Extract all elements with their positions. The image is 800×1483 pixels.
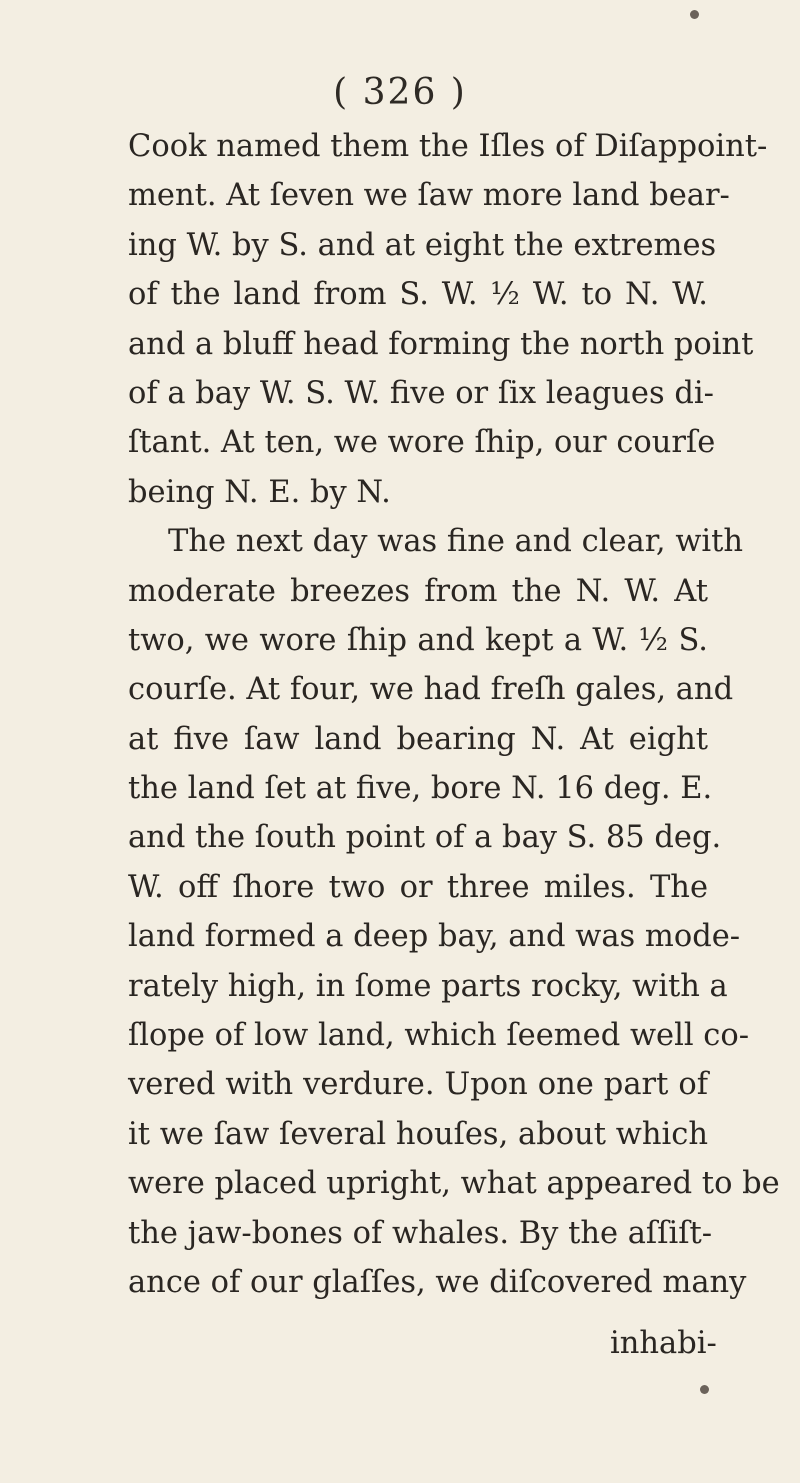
text-line: it we ſaw ſeveral houſes, about which	[128, 1116, 708, 1152]
text-line: rately high, in ſome parts rocky, with a	[128, 968, 728, 1004]
catchword: inhabi-	[610, 1326, 717, 1361]
body-text	[128, 122, 780, 1307]
ink-spot	[690, 10, 699, 19]
text-line: two, we wore ſhip and kept a W. ½ S.	[128, 622, 708, 658]
text-line: W. off ſhore two or three miles. The	[128, 869, 708, 905]
text-line: moderate breezes from the N. W. At	[128, 573, 708, 609]
text-line: the jaw-bones of whales. By the aſſiſt-	[128, 1215, 713, 1251]
ink-spot	[700, 1385, 709, 1394]
text-line: vered with verdure. Upon one part of	[128, 1067, 708, 1103]
text-line: and a bluff head forming the north point	[128, 326, 754, 362]
text-line: of a bay W. S. W. five or ſix leagues di-	[128, 375, 714, 411]
text-line: ſlope of low land, which ſeemed well co-	[128, 1018, 750, 1054]
text-line: of the land from S. W. ½ W. to N. W.	[128, 277, 708, 313]
text-line: land formed a deep bay, and was mode-	[128, 919, 741, 955]
text-line: and the ſouth point of a bay S. 85 deg.	[128, 820, 722, 856]
text-line: ance of our glaſſes, we diſcovered many	[128, 1264, 747, 1300]
text-line: the land ſet at five, bore N. 16 deg. E.	[128, 771, 713, 807]
text-line: courſe. At four, we had freſh gales, and	[128, 672, 734, 708]
text-line: at five ſaw land bearing N. At eight	[128, 721, 708, 757]
text-line: ing W. by S. and at eight the extremes	[128, 227, 717, 263]
text-line: Cook named them the Iſles of Diſappoint-	[128, 129, 768, 164]
text-line: were placed upright, what appeared to be	[128, 1166, 780, 1202]
text-line: being N. E. by N.	[128, 474, 391, 510]
text-line: The next day was fine and clear, with	[168, 524, 744, 560]
text-line: ſtant. At ten, we wore ſhip, our courſe	[128, 425, 716, 461]
text-line: ment. At ſeven we ſaw more land bear-	[128, 178, 730, 214]
page-number: ( 326 )	[333, 72, 467, 113]
